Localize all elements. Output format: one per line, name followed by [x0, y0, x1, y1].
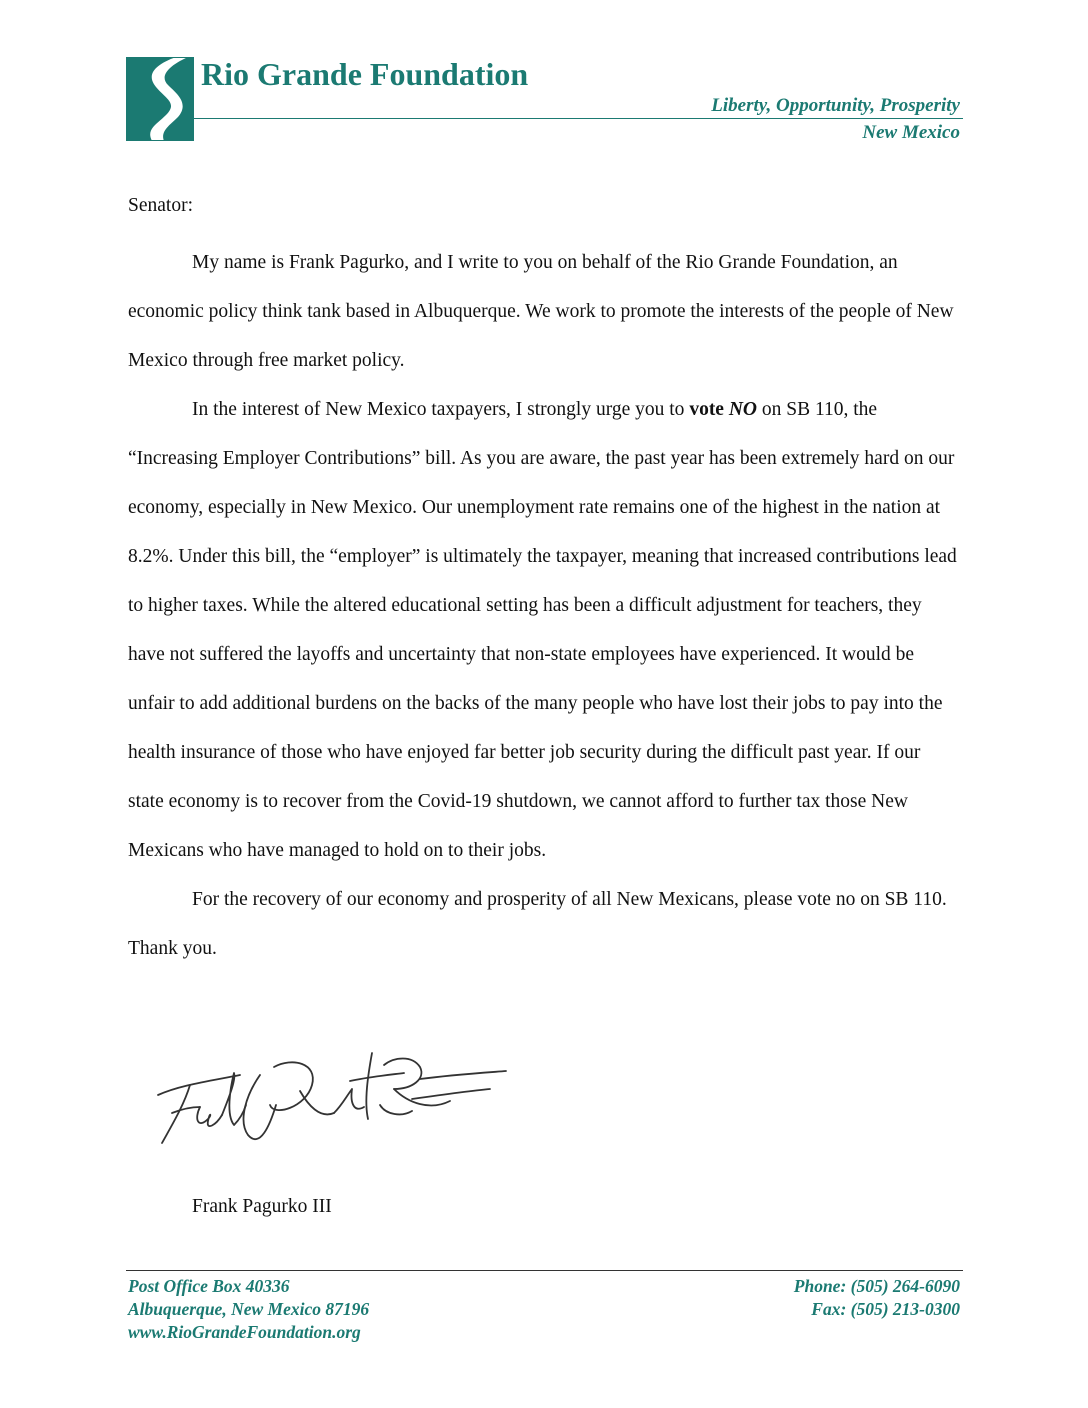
organization-state: New Mexico — [862, 122, 960, 143]
organization-name: Rio Grande Foundation — [201, 56, 529, 92]
header-divider — [194, 118, 963, 119]
footer-city-state-zip: Albuquerque, New Mexico 87196 — [128, 1299, 370, 1319]
letter-paragraph-argument — [128, 385, 958, 875]
footer-website: www.RioGrandeFoundation.org — [128, 1322, 361, 1342]
letter-body — [128, 238, 958, 973]
emphasis-no: NO — [728, 399, 758, 420]
footer-address-block — [128, 1275, 369, 1344]
rio-grande-river-logo-icon — [126, 57, 194, 141]
emphasis-vote: vote — [689, 399, 729, 420]
footer-phone: Phone: (505) 264-6090 — [793, 1276, 960, 1296]
letter-salutation: Senator: — [128, 195, 193, 216]
footer-fax: Fax: (505) 213-0300 — [811, 1299, 960, 1319]
letter-paragraph-closing: For the recovery of our economy and prosperity of all New Mexicans, please vote no on SB 110. Thank you. — [128, 889, 947, 959]
footer-contact-block — [794, 1275, 960, 1321]
organization-motto: Liberty, Opportunity, Prosperity — [711, 95, 960, 116]
footer-divider — [126, 1270, 963, 1271]
footer-po-box: Post Office Box 40336 — [128, 1276, 290, 1296]
letter-paragraph-intro: My name is Frank Pagurko, and I write to you on behalf of the Rio Grande Foundation, an economic policy think tank based in Albuquerque. We work to promote the interests of the people of New Mexico through free market policy. — [128, 252, 954, 371]
paragraph-text-lead: In the interest of New Mexico taxpayers, I strongly urge you to — [192, 399, 690, 420]
paragraph-text-rest: on SB 110, the “Increasing Employer Contributions” bill. As you are aware, the past year has been extremely hard on our economy, especially in New Mexico. Our unemployment rate remains one of the highest in the nation at 8.2%. Under this bill, the “employer” is ultimately the taxpayer, meaning that increased contributions lead to higher taxes. While the altered educational setting has been a difficult adjustment for teachers, they have not suffered the layoffs and uncertainty that non-state employees have experienced. It would be unfair to add additional burdens on the backs of the many people who have lost their jobs to pay into the health insurance of those who have enjoyed far better job security during the difficult past year. If our state economy is to recover from the Covid-19 shutdown, we cannot afford to further tax those New Mexicans who have managed to hold on to their jobs. — [128, 399, 957, 861]
signer-name: Frank Pagurko III — [192, 1196, 332, 1217]
handwritten-signature — [150, 1045, 510, 1165]
